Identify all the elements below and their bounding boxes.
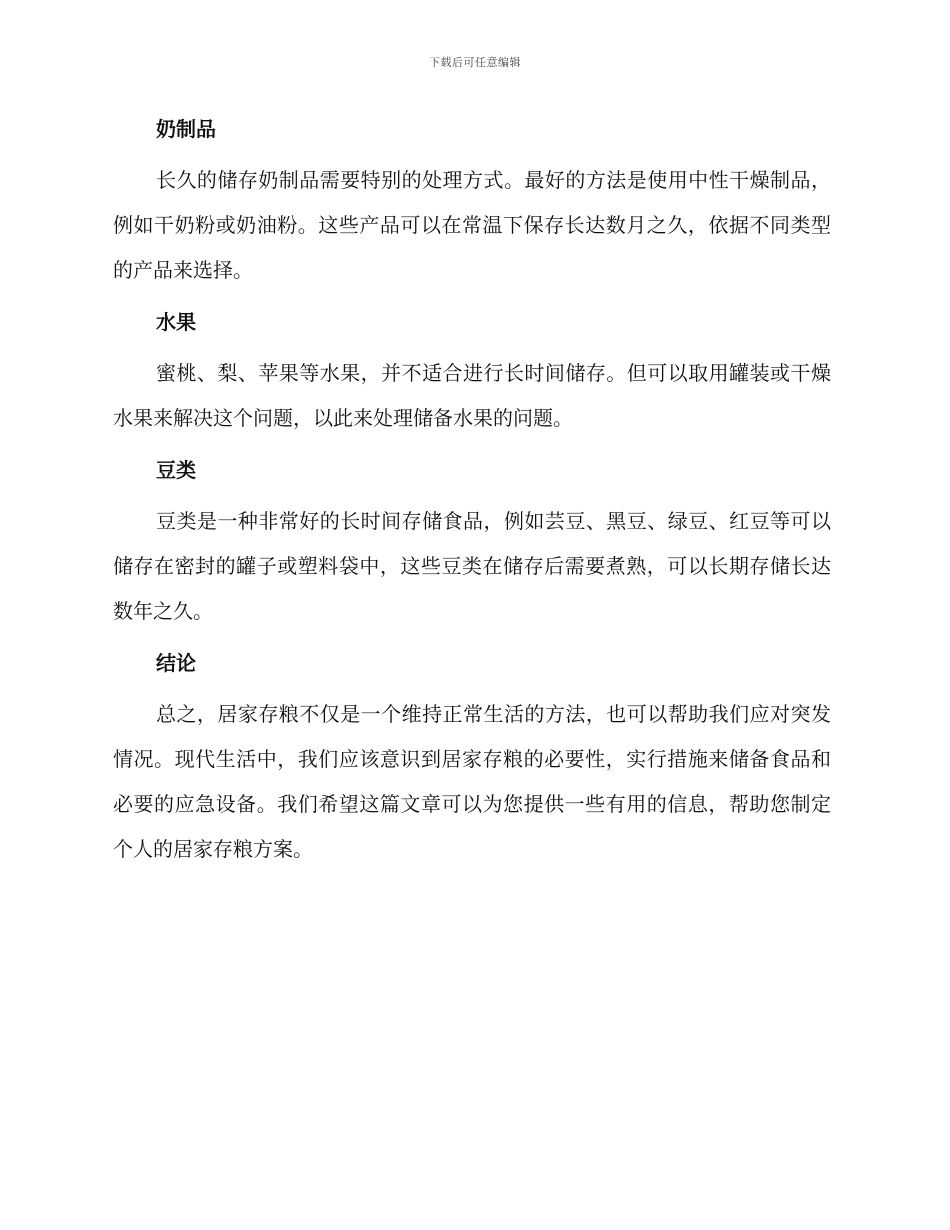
section-paragraph: 长久的储存奶制品需要特别的处理方式。最好的方法是使用中性干燥制品，例如干奶粉或奶油粉。这些产品可以在常温下保存长达数月之久，依据不同类型的产品来选择。 xyxy=(113,168,831,282)
section-paragraph: 蜜桃、梨、苹果等水果，并不适合进行长时间储存。但可以取用罐装或干燥水果来解决这个问题，以此来处理储备水果的问题。 xyxy=(113,361,831,430)
section-heading: 水果 xyxy=(156,310,196,334)
section-paragraph: 豆类是一种非常好的长时间存储食品，例如芸豆、黑豆、绿豆、红豆等可以储存在密封的罐子或塑料袋中，这些豆类在储存后需要煮熟，可以长期存储长达数年之久。 xyxy=(113,509,831,623)
document-content xyxy=(113,112,831,872)
section-conclusion xyxy=(113,646,831,872)
section-paragraph: 总之，居家存粮不仅是一个维持正常生活的方法，也可以帮助我们应对突发情况。现代生活中，我们应该意识到居家存粮的必要性，实行措施来储备食品和必要的应急设备。我们希望这篇文章可以为您提供一些有用的信息，帮助您制定个人的居家存粮方案。 xyxy=(113,702,831,861)
section-heading: 结论 xyxy=(156,651,196,675)
page-header-note: 下载后可任意编辑 xyxy=(429,56,521,69)
section-beans xyxy=(113,453,831,634)
section-heading: 奶制品 xyxy=(156,117,216,141)
section-fruit xyxy=(113,305,831,441)
section-dairy xyxy=(113,112,831,293)
section-heading: 豆类 xyxy=(156,458,196,482)
